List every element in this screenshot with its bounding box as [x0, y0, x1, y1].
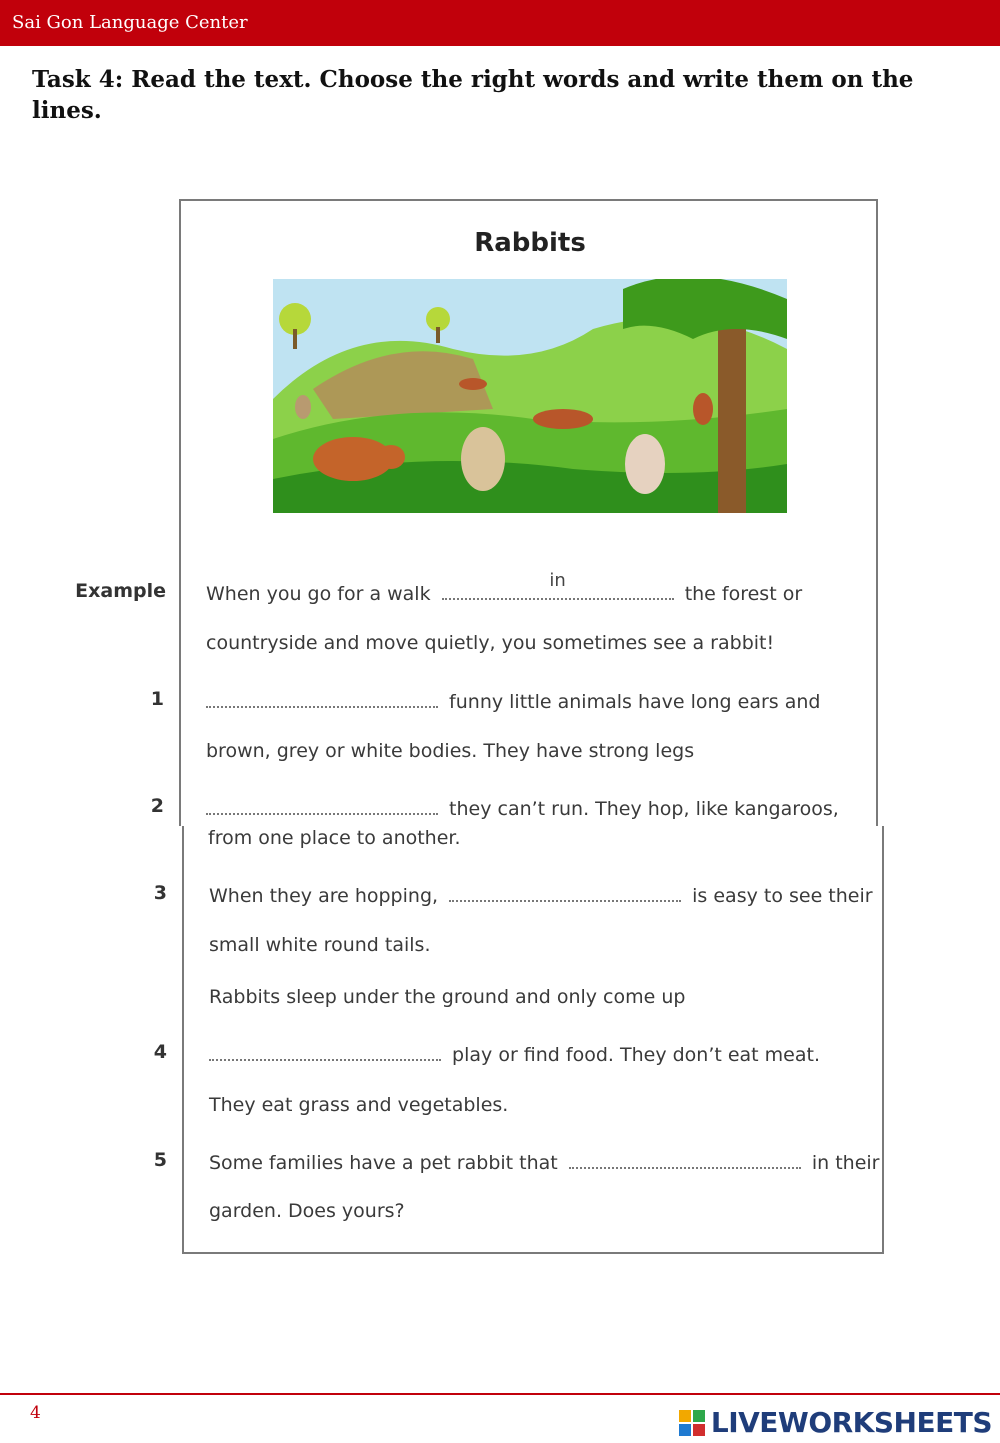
example-text-after: the forest or: [684, 583, 803, 605]
item-line-5: [209, 1149, 879, 1174]
item-number-3: 3: [153, 882, 167, 904]
item-text-after-5: in their: [811, 1152, 880, 1174]
item-line-4: [204, 1041, 820, 1066]
item-continuation-4: They eat grass and vegetables.: [209, 1094, 509, 1116]
example-label: Example: [75, 580, 166, 602]
answer-input-5[interactable]: [569, 1149, 801, 1169]
item-text-before-5: Some families have a pet rabbit that: [209, 1152, 558, 1174]
brand-name: LIVEWORKSHEETS: [710, 1405, 992, 1439]
item-continuation-2: from one place to another.: [208, 827, 461, 849]
header-bar: [0, 0, 1000, 46]
item-continuation-5: garden. Does yours?: [209, 1200, 405, 1222]
item-text-after-4: play or find food. They don’t eat meat.: [452, 1044, 821, 1066]
example-text-before: When you go for a walk: [206, 583, 431, 605]
item-text-after-1: funny little animals have long ears and: [449, 691, 821, 713]
center-name: Sai Gon Language Center: [12, 12, 248, 33]
item-text-before-3: When they are hopping,: [209, 885, 439, 907]
item-number-1: 1: [150, 688, 164, 710]
item-number-5: 5: [153, 1149, 167, 1171]
item-text-after-2: they can’t run. They hop, like kangaroos,: [449, 798, 839, 820]
footer-rule: [0, 1393, 1000, 1395]
item-line-3: [209, 882, 873, 907]
worksheet-title: Rabbits: [474, 228, 586, 258]
example-line: [206, 570, 803, 605]
answer-input-4[interactable]: [209, 1041, 441, 1061]
item-text-after-3: is easy to see their: [692, 885, 873, 907]
brand-logo-area: [679, 1405, 992, 1439]
liveworksheets-logo-icon: [679, 1408, 707, 1436]
item-continuation-1: brown, grey or white bodies. They have strong legs: [206, 740, 695, 762]
item-number-4: 4: [153, 1041, 167, 1063]
example-continuation: countryside and move quietly, you sometimes see a rabbit!: [206, 632, 775, 654]
item-number-2: 2: [150, 795, 164, 817]
task-instruction: Task 4: Read the text. Choose the right words and write them on the lines.: [32, 66, 914, 124]
item-continuation-3: small white round tails.: [209, 934, 431, 956]
item-line-2: [201, 795, 839, 820]
rabbits-illustration: [273, 279, 787, 513]
page-number: 4: [30, 1403, 41, 1423]
item-lead-in-4: Rabbits sleep under the ground and only come up: [209, 986, 686, 1008]
example-answer: in: [549, 570, 566, 591]
answer-input-3[interactable]: [449, 882, 681, 902]
answer-input-1[interactable]: [206, 688, 438, 708]
item-line-1: [201, 688, 820, 713]
answer-input-2[interactable]: [206, 795, 438, 815]
example-answer-blank: [442, 570, 674, 600]
